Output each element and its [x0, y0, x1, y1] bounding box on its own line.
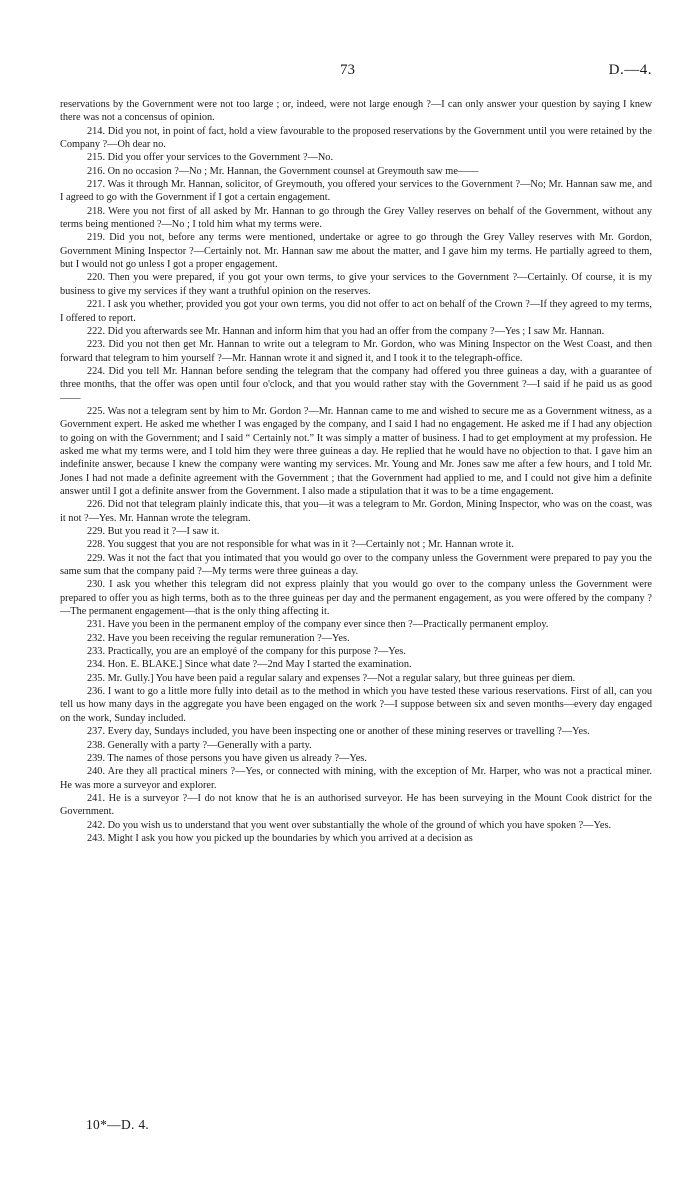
paragraph: 224. Did you tell Mr. Hannan before sending the telegram that the company had offered you three guineas a day, with a guarantee of three months, that the offer was open until four o'clock, and that you would rather stay with the Government ?—I said if he paid us as good——: [60, 365, 652, 404]
paragraph: 217. Was it through Mr. Hannan, solicitor, of Greymouth, you offered your services to the Government ?—No; Mr. Hannan saw me, and I agreed to go with the Government if I got a certain engagement.: [60, 179, 652, 204]
paragraph: 220. Then you were prepared, if you got your own terms, to give your services to the Government ?—Certainly. Of course, it is my business to give my services if they want a truthful opinion on the reserves.: [60, 272, 652, 297]
document-reference: D.—4.: [608, 62, 652, 78]
paragraph: 241. He is a surveyor ?—I do not know that he is an authorised surveyor. He has been surveying in the Mount Cook district for the Government.: [60, 792, 652, 818]
paragraph: 231. Have you been in the permanent employ of the company ever since then ?—Practically permanent employ.: [87, 619, 549, 631]
paragraph: 232. Have you been receiving the regular remuneration ?—Yes.: [87, 632, 350, 644]
paragraph: 218. Were you not first of all asked by Mr. Hannan to go through the Grey Valley reserves on behalf of the Government, without any terms being mentioned ?—No ; I told him what my terms were.: [60, 205, 652, 231]
paragraph: 225. Was not a telegram sent by him to Mr. Gordon ?—Mr. Hannan came to me and wished to secure me as a Government witness, as a Government expert. He asked me whether I was engaged by the company, and I said I had no engagement. He asked me if I had any objection to going on with the Government; and I said “ Certainly not.” It was simply a matter of business. I had to get employment at my profession. He asked me what my terms were, and I told him they were three guineas a day. He replied that he would have no objection to that. I gave him an indefinite answer, because I knew the company were wanting my services. Mr. Young and Mr. Jones saw me after a few hours, and I told Mr. Jones I had not made a definite agreement with the Government ; that the Government had applied to me, and I could not give him a definite answer until I got a definite answer from the Government. I also made a stipulation that it was to be a time engagement.: [60, 405, 652, 497]
paragraph: 235. Mr. Gully.] You have been paid a regular salary and expenses ?—Not a regular salary, but three guineas per diem.: [87, 672, 576, 684]
paragraph: 221. I ask you whether, provided you got your own terms, you did not offer to act on behalf of the Crown ?—If they agreed to my terms, I offered to report.: [60, 299, 652, 324]
paragraph: 216. On no occasion ?—No ; Mr. Hannan, the Government counsel at Greymouth saw me——: [87, 165, 479, 177]
paragraph: reservations by the Government were not too large ; or, indeed, were not large enough ?—I can only answer your question by saying I knew there was not a concensus of opinion.: [60, 99, 652, 124]
paragraph: 229. Was it not the fact that you intimated that you would go over to the company unless the Government were prepared to pay you the same sum that the company paid ?—My terms were three guineas a day.: [60, 552, 652, 578]
paragraph: 223. Did you not then get Mr. Hannan to write out a telegram to Mr. Gordon, who was Mining Inspector on the West Coast, and then forward that telegram to him yourself ?—Mr. Hannan wrote it and signed it, and I took it to the telegraph-office.: [60, 339, 652, 364]
paragraph: 214. Did you not, in point of fact, hold a view favourable to the proposed reservations by the Government until you were retained by the Company ?—Oh dear no.: [60, 125, 652, 151]
paragraph: 239. The names of those persons you have given us already ?—Yes.: [87, 752, 367, 764]
paragraph: 222. Did you afterwards see Mr. Hannan and inform him that you had an offer from the company ?—Yes ; I saw Mr. Hannan.: [87, 325, 605, 337]
paragraph: 237. Every day, Sundays included, you have been inspecting one or another of these mining reserves or travelling ?—Yes.: [87, 726, 590, 738]
paragraph: 219. Did you not, before any terms were mentioned, undertake or agree to go through the Grey Valley reserves with Mr. Gordon, Government Mining Inspector ?—Certainly not. Mr. Hannan saw me about the matter, and I gave him my terms. He partially agreed to them, but I would not go unless I got a proper engagement.: [60, 232, 652, 271]
paragraph: 229. But you read it ?—I saw it.: [87, 526, 220, 537]
paragraph: 234. Hon. E. BLAKE.] Since what date ?—2nd May I started the examination.: [87, 659, 412, 671]
paragraph: 243. Might I ask you how you picked up the boundaries by which you arrived at a decision as: [87, 832, 473, 844]
paragraph: 236. I want to go a little more fully into detail as to the method in which you have tested these various reservations. First of all, can you tell us how many days in the aggregate you have been engaged on the work ?—I suppose between six and seven months—every day engaged on the work, Sunday included.: [60, 686, 652, 724]
paragraph: 230. I ask you whether this telegram did not express plainly that you would go over to the company unless the Government were prepared to offer you as high terms, both as to the three guineas per day and the permanent engagement, as you were offered by the company ?—The permanent engagement—that is the only thing affecting it.: [60, 579, 652, 618]
signature-mark: 10*—D. 4.: [86, 1117, 150, 1132]
paragraph: 215. Did you offer your services to the Government ?—No.: [87, 152, 334, 164]
paragraph: 233. Practically, you are an employé of the company for this purpose ?—Yes.: [87, 646, 406, 658]
page-number: 73: [340, 62, 355, 78]
testimony-body: [60, 98, 652, 845]
paragraph: 240. Are they all practical miners ?—Yes, or connected with mining, with the exception of Mr. Harper, who was not a practical miner. He was more a surveyor and explorer.: [60, 766, 652, 791]
paragraph: 228. You suggest that you are not responsible for what was in it ?—Certainly not ; Mr. Hannan wrote it.: [87, 539, 514, 551]
paragraph: 242. Do you wish us to understand that you went over substantially the whole of the ground of which you have spoken ?—Yes.: [87, 819, 612, 831]
paragraph: 238. Generally with a party ?—Generally with a party.: [87, 739, 312, 751]
paragraph: 226. Did not that telegram plainly indicate this, that you—it was a telegram to Mr. Gordon, Mining Inspector, who was on the coast, was it not ?—Yes. Mr. Hannan wrote the telegram.: [60, 499, 652, 524]
